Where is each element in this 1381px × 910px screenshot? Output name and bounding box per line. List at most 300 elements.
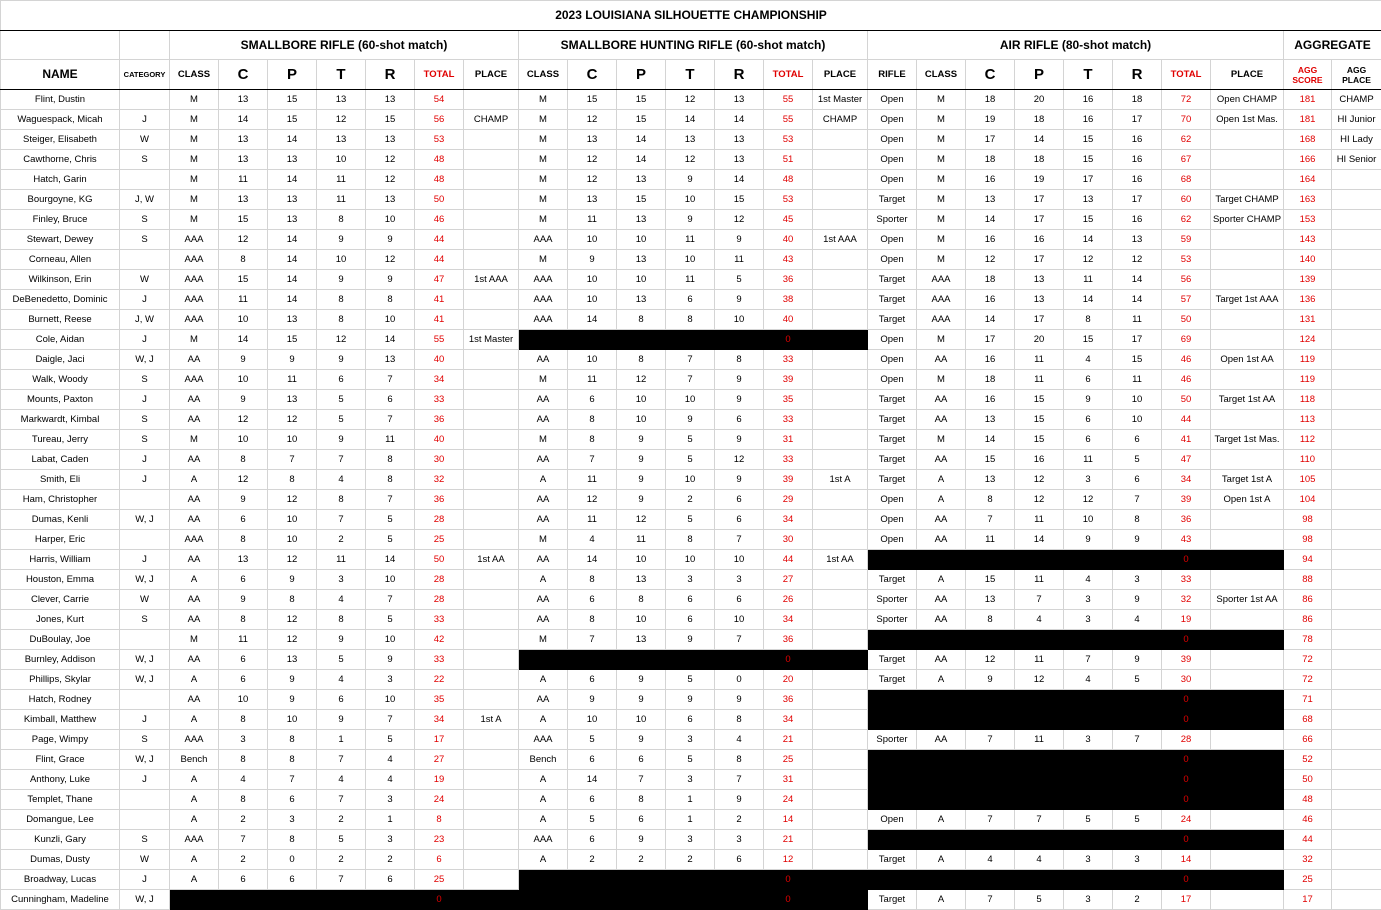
sh-p-cell: 13 — [617, 210, 666, 230]
sh-total-cell: 53 — [764, 130, 813, 150]
header-ar-rifle: RIFLE — [868, 60, 917, 90]
sb-t-cell: 12 — [317, 330, 366, 350]
sb-t-cell: 5 — [317, 410, 366, 430]
sb-total-cell: 34 — [415, 370, 464, 390]
agg-score-cell: 168 — [1284, 130, 1332, 150]
sb-t-cell: 11 — [317, 550, 366, 570]
agg-place-cell: HI Junior — [1332, 110, 1381, 130]
sh-place-cell — [813, 130, 868, 150]
sh-total-cell: 33 — [764, 450, 813, 470]
sb-cls-cell: AA — [170, 690, 219, 710]
ar-r-cell: 17 — [1113, 110, 1162, 130]
sb-p-cell: 14 — [268, 130, 317, 150]
sb-p-cell: 15 — [268, 90, 317, 110]
ar-place-cell — [1211, 610, 1284, 630]
agg-score-cell: 44 — [1284, 830, 1332, 850]
sb-c-cell: 8 — [219, 250, 268, 270]
ar-r-cell: 5 — [1113, 670, 1162, 690]
ar-rifle-cell: Sporter — [868, 610, 917, 630]
ar-total-cell: 0 — [1162, 690, 1211, 710]
sb-r-cell: 14 — [366, 330, 415, 350]
ar-cls-cell: A — [917, 670, 966, 690]
sh-t-cell: 1 — [666, 790, 715, 810]
ar-place-cell: Open 1st Mas. — [1211, 110, 1284, 130]
sh-cls-cell: AA — [519, 350, 568, 370]
sb-c-cell: 9 — [219, 390, 268, 410]
sh-total-cell: 55 — [764, 90, 813, 110]
category-cell: J — [120, 870, 170, 890]
sh-total-cell: 0 — [764, 330, 813, 350]
sh-total-cell: 25 — [764, 750, 813, 770]
sb-p-cell: 0 — [268, 850, 317, 870]
header-agg-score: AGG SCORE — [1284, 60, 1332, 90]
sh-t-cell: 8 — [666, 310, 715, 330]
ar-blank-cell — [868, 630, 1162, 650]
ar-r-cell: 16 — [1113, 210, 1162, 230]
sb-t-cell: 11 — [317, 170, 366, 190]
ar-c-cell: 19 — [966, 110, 1015, 130]
sb-p-cell: 6 — [268, 790, 317, 810]
ar-t-cell: 4 — [1064, 570, 1113, 590]
name-cell: Daigle, Jaci — [1, 350, 120, 370]
sb-place-cell — [464, 150, 519, 170]
sh-total-cell: 29 — [764, 490, 813, 510]
agg-place-cell: CHAMP — [1332, 90, 1381, 110]
ar-cls-cell: A — [917, 470, 966, 490]
sh-place-cell — [813, 850, 868, 870]
sh-total-cell: 34 — [764, 610, 813, 630]
sh-p-cell: 9 — [617, 450, 666, 470]
ar-p-cell: 13 — [1015, 290, 1064, 310]
sh-c-cell: 6 — [568, 790, 617, 810]
category-cell — [120, 810, 170, 830]
table-row — [1, 770, 1381, 790]
ar-total-cell: 0 — [1162, 870, 1211, 890]
sb-total-cell: 28 — [415, 510, 464, 530]
agg-place-cell — [1332, 690, 1381, 710]
sb-place-cell — [464, 670, 519, 690]
sh-t-cell: 10 — [666, 250, 715, 270]
agg-place-cell — [1332, 350, 1381, 370]
ar-r-cell: 14 — [1113, 270, 1162, 290]
ar-place-cell — [1211, 510, 1284, 530]
sb-cls-cell: A — [170, 810, 219, 830]
sb-total-cell: 34 — [415, 710, 464, 730]
table-row — [1, 570, 1381, 590]
ar-place-cell — [1211, 870, 1284, 890]
sh-c-cell: 6 — [568, 590, 617, 610]
agg-place-cell — [1332, 190, 1381, 210]
agg-place-cell — [1332, 330, 1381, 350]
sh-t-cell: 10 — [666, 390, 715, 410]
header-sh-r: R — [715, 60, 764, 90]
sb-t-cell: 4 — [317, 590, 366, 610]
name-cell: Cawthorne, Chris — [1, 150, 120, 170]
sb-cls-cell: A — [170, 570, 219, 590]
sh-t-cell: 9 — [666, 630, 715, 650]
ar-p-cell: 17 — [1015, 250, 1064, 270]
sh-total-cell: 48 — [764, 170, 813, 190]
ar-total-cell: 56 — [1162, 270, 1211, 290]
sh-c-cell: 9 — [568, 690, 617, 710]
ar-cls-cell: AA — [917, 450, 966, 470]
sh-t-cell: 8 — [666, 530, 715, 550]
sb-p-cell: 10 — [268, 530, 317, 550]
ar-c-cell: 12 — [966, 650, 1015, 670]
sb-r-cell: 7 — [366, 370, 415, 390]
ar-rifle-cell: Open — [868, 350, 917, 370]
sh-total-cell: 34 — [764, 710, 813, 730]
ar-c-cell: 14 — [966, 310, 1015, 330]
sh-place-cell — [813, 250, 868, 270]
agg-score-cell: 72 — [1284, 650, 1332, 670]
ar-total-cell: 0 — [1162, 750, 1211, 770]
sh-cls-cell: M — [519, 130, 568, 150]
sh-place-cell — [813, 410, 868, 430]
sb-c-cell: 10 — [219, 430, 268, 450]
sb-t-cell: 7 — [317, 510, 366, 530]
sb-r-cell: 11 — [366, 430, 415, 450]
sh-total-cell: 21 — [764, 730, 813, 750]
sb-total-cell: 25 — [415, 530, 464, 550]
sh-place-cell — [813, 610, 868, 630]
category-cell: W, J — [120, 510, 170, 530]
sb-t-cell: 12 — [317, 110, 366, 130]
ar-p-cell: 11 — [1015, 570, 1064, 590]
sh-total-cell: 24 — [764, 790, 813, 810]
ar-t-cell: 12 — [1064, 250, 1113, 270]
ar-p-cell: 17 — [1015, 310, 1064, 330]
category-cell: J — [120, 390, 170, 410]
sb-cls-cell: AA — [170, 490, 219, 510]
sb-c-cell: 6 — [219, 670, 268, 690]
category-cell: W, J — [120, 670, 170, 690]
agg-score-cell: 50 — [1284, 770, 1332, 790]
sh-r-cell: 14 — [715, 110, 764, 130]
ar-p-cell: 11 — [1015, 730, 1064, 750]
ar-total-cell: 34 — [1162, 470, 1211, 490]
sh-place-cell — [813, 270, 868, 290]
ar-blank-cell — [868, 710, 1162, 730]
ar-rifle-cell: Target — [868, 890, 917, 910]
sb-t-cell: 8 — [317, 610, 366, 630]
sb-t-cell: 9 — [317, 230, 366, 250]
ar-total-cell: 50 — [1162, 310, 1211, 330]
sh-c-cell: 10 — [568, 290, 617, 310]
sb-t-cell: 4 — [317, 770, 366, 790]
sb-p-cell: 12 — [268, 610, 317, 630]
ar-t-cell: 6 — [1064, 370, 1113, 390]
sh-cls-cell: M — [519, 210, 568, 230]
sh-p-cell: 9 — [617, 490, 666, 510]
ar-c-cell: 17 — [966, 130, 1015, 150]
header-sh-class: CLASS — [519, 60, 568, 90]
agg-score-cell: 94 — [1284, 550, 1332, 570]
sb-total-cell: 54 — [415, 90, 464, 110]
name-cell: Kunzli, Gary — [1, 830, 120, 850]
ar-rifle-cell: Target — [868, 430, 917, 450]
sb-p-cell: 12 — [268, 630, 317, 650]
category-cell: J — [120, 330, 170, 350]
sb-cls-cell: A — [170, 670, 219, 690]
ar-t-cell: 15 — [1064, 210, 1113, 230]
ar-p-cell: 4 — [1015, 610, 1064, 630]
sh-r-cell: 7 — [715, 530, 764, 550]
agg-place-cell — [1332, 730, 1381, 750]
sh-p-cell: 14 — [617, 150, 666, 170]
sh-r-cell: 15 — [715, 190, 764, 210]
sh-place-cell — [813, 750, 868, 770]
sh-t-cell: 10 — [666, 190, 715, 210]
table-row — [1, 290, 1381, 310]
sh-t-cell: 9 — [666, 210, 715, 230]
sh-total-cell: 0 — [764, 650, 813, 670]
sb-p-cell: 6 — [268, 870, 317, 890]
ar-total-cell: 44 — [1162, 410, 1211, 430]
sh-t-cell: 2 — [666, 850, 715, 870]
sb-place-cell — [464, 810, 519, 830]
sh-p-cell: 15 — [617, 90, 666, 110]
ar-r-cell: 15 — [1113, 350, 1162, 370]
name-cell: Page, Wimpy — [1, 730, 120, 750]
ar-r-cell: 14 — [1113, 290, 1162, 310]
ar-c-cell: 13 — [966, 590, 1015, 610]
ar-place-cell: Open 1st AA — [1211, 350, 1284, 370]
ar-place-cell — [1211, 530, 1284, 550]
agg-score-cell: 136 — [1284, 290, 1332, 310]
sh-cls-cell: AA — [519, 490, 568, 510]
sb-p-cell: 9 — [268, 690, 317, 710]
category-cell: S — [120, 610, 170, 630]
ar-r-cell: 9 — [1113, 530, 1162, 550]
sh-p-cell: 10 — [617, 410, 666, 430]
ar-c-cell: 13 — [966, 470, 1015, 490]
name-cell: Wilkinson, Erin — [1, 270, 120, 290]
sh-place-cell — [813, 770, 868, 790]
name-cell: Dumas, Dusty — [1, 850, 120, 870]
ar-total-cell: 57 — [1162, 290, 1211, 310]
table-row — [1, 810, 1381, 830]
ar-r-cell: 9 — [1113, 650, 1162, 670]
sb-r-cell: 10 — [366, 570, 415, 590]
table-row — [1, 510, 1381, 530]
sb-t-cell: 13 — [317, 90, 366, 110]
name-cell: Harper, Eric — [1, 530, 120, 550]
header-sb-total: TOTAL — [415, 60, 464, 90]
sb-place-cell — [464, 590, 519, 610]
ar-t-cell: 3 — [1064, 470, 1113, 490]
table-row — [1, 350, 1381, 370]
category-cell — [120, 530, 170, 550]
sh-c-cell: 15 — [568, 90, 617, 110]
sh-place-cell — [813, 490, 868, 510]
ar-rifle-cell: Open — [868, 250, 917, 270]
sb-p-cell: 11 — [268, 370, 317, 390]
ar-rifle-cell: Target — [868, 390, 917, 410]
sb-p-cell: 3 — [268, 810, 317, 830]
sh-p-cell: 10 — [617, 710, 666, 730]
sb-cls-cell: AAA — [170, 730, 219, 750]
category-cell: S — [120, 730, 170, 750]
sb-r-cell: 7 — [366, 590, 415, 610]
sh-p-cell: 9 — [617, 730, 666, 750]
sb-place-cell — [464, 190, 519, 210]
sh-r-cell: 12 — [715, 210, 764, 230]
ar-total-cell: 30 — [1162, 670, 1211, 690]
sb-c-cell: 13 — [219, 90, 268, 110]
header-sh-total: TOTAL — [764, 60, 813, 90]
agg-place-cell — [1332, 610, 1381, 630]
ar-p-cell: 7 — [1015, 810, 1064, 830]
ar-r-cell: 11 — [1113, 370, 1162, 390]
category-cell: W — [120, 270, 170, 290]
sh-t-cell: 5 — [666, 750, 715, 770]
sh-c-cell: 13 — [568, 130, 617, 150]
category-cell: S — [120, 410, 170, 430]
category-cell: W, J — [120, 750, 170, 770]
sh-t-cell: 11 — [666, 230, 715, 250]
sb-cls-cell: M — [170, 110, 219, 130]
sb-total-cell: 33 — [415, 650, 464, 670]
sh-cls-cell: A — [519, 710, 568, 730]
sh-cls-cell: M — [519, 370, 568, 390]
ar-place-cell — [1211, 150, 1284, 170]
category-cell: S — [120, 430, 170, 450]
ar-cls-cell: AA — [917, 410, 966, 430]
sh-place-cell — [813, 790, 868, 810]
agg-place-cell — [1332, 850, 1381, 870]
sh-place-cell — [813, 390, 868, 410]
category-cell: W, J — [120, 650, 170, 670]
sh-total-cell: 36 — [764, 630, 813, 650]
sh-place-cell — [813, 330, 868, 350]
sb-place-cell — [464, 130, 519, 150]
sb-t-cell: 8 — [317, 210, 366, 230]
agg-score-cell: 119 — [1284, 370, 1332, 390]
sb-c-cell: 14 — [219, 110, 268, 130]
sh-t-cell: 13 — [666, 130, 715, 150]
sh-t-cell: 5 — [666, 510, 715, 530]
sh-blank-cell — [519, 650, 764, 670]
sb-total-cell: 46 — [415, 210, 464, 230]
category-cell — [120, 90, 170, 110]
name-cell: Anthony, Luke — [1, 770, 120, 790]
sh-r-cell: 6 — [715, 510, 764, 530]
category-cell: S — [120, 150, 170, 170]
sb-cls-cell: AAA — [170, 830, 219, 850]
sh-cls-cell: AAA — [519, 830, 568, 850]
sb-r-cell: 13 — [366, 130, 415, 150]
sh-r-cell: 3 — [715, 570, 764, 590]
ar-r-cell: 18 — [1113, 90, 1162, 110]
ar-total-cell: 53 — [1162, 250, 1211, 270]
sh-c-cell: 11 — [568, 210, 617, 230]
ar-cls-cell: AA — [917, 590, 966, 610]
sb-c-cell: 12 — [219, 470, 268, 490]
sb-cls-cell: A — [170, 470, 219, 490]
ar-total-cell: 0 — [1162, 770, 1211, 790]
sb-cls-cell: M — [170, 90, 219, 110]
sh-total-cell: 53 — [764, 190, 813, 210]
ar-cls-cell: M — [917, 230, 966, 250]
agg-score-cell: 25 — [1284, 870, 1332, 890]
ar-total-cell: 46 — [1162, 350, 1211, 370]
table-row — [1, 690, 1381, 710]
sb-r-cell: 12 — [366, 250, 415, 270]
sh-total-cell: 43 — [764, 250, 813, 270]
sb-total-cell: 41 — [415, 310, 464, 330]
ar-rifle-cell: Open — [868, 490, 917, 510]
sb-t-cell: 9 — [317, 710, 366, 730]
sb-r-cell: 15 — [366, 110, 415, 130]
ar-r-cell: 6 — [1113, 470, 1162, 490]
table-row — [1, 130, 1381, 150]
ar-c-cell: 13 — [966, 190, 1015, 210]
sb-place-cell — [464, 170, 519, 190]
sh-t-cell: 14 — [666, 110, 715, 130]
sh-place-cell — [813, 370, 868, 390]
ar-total-cell: 14 — [1162, 850, 1211, 870]
sb-total-cell: 6 — [415, 850, 464, 870]
sh-c-cell: 14 — [568, 310, 617, 330]
sh-cls-cell: A — [519, 770, 568, 790]
ar-rifle-cell: Sporter — [868, 590, 917, 610]
sh-p-cell: 14 — [617, 130, 666, 150]
ar-c-cell: 8 — [966, 490, 1015, 510]
sb-cls-cell: A — [170, 710, 219, 730]
header-sh-place: PLACE — [813, 60, 868, 90]
sh-place-cell — [813, 170, 868, 190]
category-cell: J — [120, 470, 170, 490]
agg-score-cell: 124 — [1284, 330, 1332, 350]
category-cell: J — [120, 450, 170, 470]
sb-t-cell: 8 — [317, 290, 366, 310]
sb-r-cell: 1 — [366, 810, 415, 830]
sb-t-cell: 2 — [317, 530, 366, 550]
sb-cls-cell: AA — [170, 610, 219, 630]
ar-cls-cell: M — [917, 210, 966, 230]
sh-c-cell: 11 — [568, 510, 617, 530]
sh-c-cell: 10 — [568, 710, 617, 730]
table-row — [1, 530, 1381, 550]
sb-total-cell: 36 — [415, 490, 464, 510]
sh-total-cell: 0 — [764, 870, 813, 890]
sb-t-cell: 4 — [317, 670, 366, 690]
sb-cls-cell: AAA — [170, 310, 219, 330]
sb-place-cell — [464, 650, 519, 670]
ar-cls-cell: A — [917, 490, 966, 510]
sb-c-cell: 14 — [219, 330, 268, 350]
sb-cls-cell: AAA — [170, 230, 219, 250]
sh-cls-cell: M — [519, 190, 568, 210]
ar-place-cell: Target 1st Mas. — [1211, 430, 1284, 450]
sb-p-cell: 8 — [268, 470, 317, 490]
ar-place-cell — [1211, 570, 1284, 590]
name-cell: Cole, Aidan — [1, 330, 120, 350]
ar-p-cell: 12 — [1015, 490, 1064, 510]
agg-score-cell: 17 — [1284, 890, 1332, 910]
ar-total-cell: 67 — [1162, 150, 1211, 170]
sh-place-cell — [813, 590, 868, 610]
ar-blank-cell — [868, 750, 1162, 770]
category-cell — [120, 630, 170, 650]
name-cell: Corneau, Allen — [1, 250, 120, 270]
agg-score-cell: 181 — [1284, 110, 1332, 130]
ar-t-cell: 10 — [1064, 510, 1113, 530]
table-row — [1, 590, 1381, 610]
sb-c-cell: 10 — [219, 310, 268, 330]
category-cell — [120, 250, 170, 270]
